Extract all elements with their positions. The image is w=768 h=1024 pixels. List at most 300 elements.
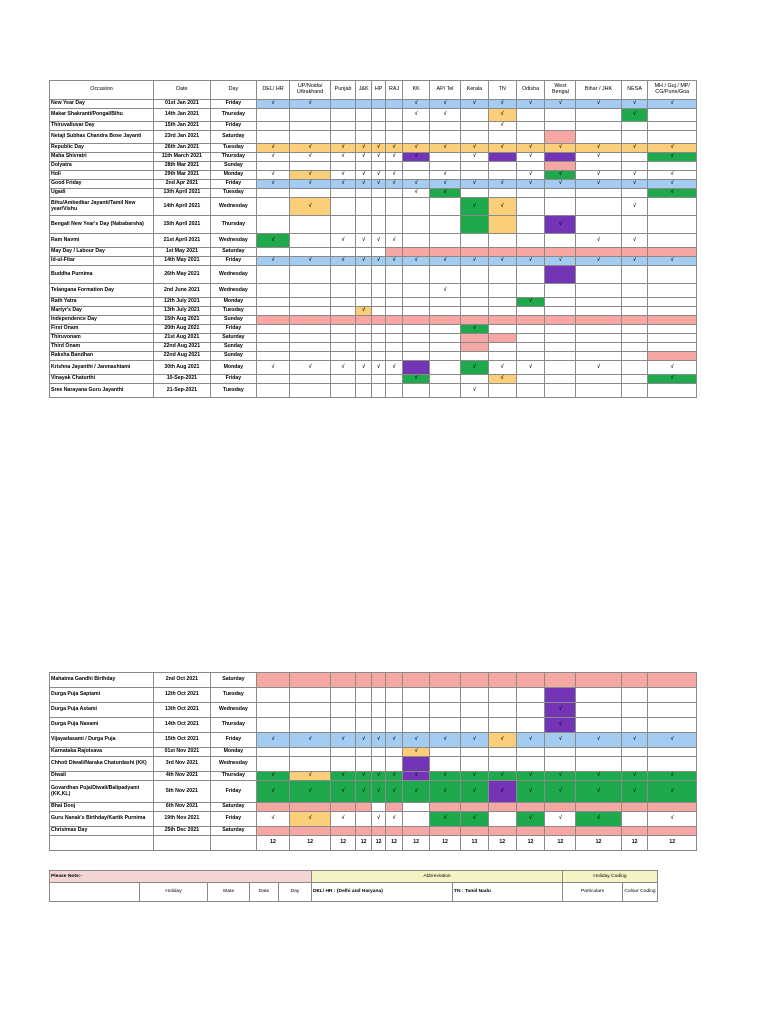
state-cell: √	[648, 812, 697, 827]
state-cell	[257, 284, 290, 298]
day-cell: Friday	[210, 325, 256, 334]
state-cell	[545, 827, 576, 836]
state-cell	[460, 248, 488, 257]
state-cell	[257, 216, 290, 234]
state-cell	[355, 131, 371, 144]
state-cell	[403, 198, 430, 216]
state-cell: √	[290, 772, 331, 781]
state-cell: √	[331, 234, 356, 248]
state-cell	[403, 703, 430, 718]
state-cell	[290, 122, 331, 131]
state-cell: √	[290, 171, 331, 180]
state-cell: √	[403, 109, 430, 122]
state-cell	[460, 352, 488, 361]
state-cell: √	[460, 100, 488, 109]
total-count: 12	[290, 836, 331, 851]
occasion-cell: May Day / Labour Day	[50, 248, 154, 257]
date-cell: 26th May 2021	[154, 266, 211, 284]
day-cell: Wednesday	[210, 284, 256, 298]
day-cell: Friday	[210, 781, 256, 803]
table-row	[50, 757, 697, 772]
state-cell	[403, 171, 430, 180]
state-cell	[516, 109, 545, 122]
state-cell	[372, 109, 385, 122]
table-row	[50, 334, 697, 343]
state-cell: √	[372, 781, 385, 803]
holiday-table-body-2	[50, 673, 697, 851]
state-cell	[430, 316, 461, 325]
totals-row	[50, 836, 697, 851]
state-cell	[488, 352, 516, 361]
state-cell	[430, 748, 461, 757]
date-cell: 14th May 2021	[154, 257, 211, 266]
state-cell: √	[331, 180, 356, 189]
day-cell: Friday	[210, 100, 256, 109]
state-cell	[488, 316, 516, 325]
state-cell	[648, 316, 697, 325]
state-cell	[331, 352, 356, 361]
notes-col-header: State	[208, 883, 250, 902]
state-cell: √	[488, 122, 516, 131]
total-count: 12	[576, 836, 621, 851]
state-cell	[545, 803, 576, 812]
state-cell	[355, 803, 371, 812]
state-cell	[372, 384, 385, 398]
state-cell	[460, 748, 488, 757]
state-cell: √	[460, 772, 488, 781]
state-cell	[385, 343, 403, 352]
date-cell: 10-Sep-2021	[154, 375, 211, 384]
state-cell: √	[372, 171, 385, 180]
state-cell: √	[372, 772, 385, 781]
state-cell: √	[621, 144, 648, 153]
table-row	[50, 361, 697, 375]
state-cell	[385, 189, 403, 198]
state-cell: √	[385, 171, 403, 180]
total-count: 12	[648, 836, 697, 851]
table-row	[50, 718, 697, 733]
state-cell: √	[488, 109, 516, 122]
state-cell: √	[403, 100, 430, 109]
table-row	[50, 153, 697, 162]
occasion-cell: Bhai Dooj	[50, 803, 154, 812]
date-cell: 14th Oct 2021	[154, 718, 211, 733]
day-cell: Saturday	[210, 673, 256, 688]
occasion-cell: Buddha Purnima	[50, 266, 154, 284]
state-cell: √	[545, 216, 576, 234]
state-cell: √	[621, 772, 648, 781]
occasion-cell: Ugadi	[50, 189, 154, 198]
occasion-cell: Krishna Jayanthi / Janmashtami	[50, 361, 154, 375]
occasion-cell: Independence Day	[50, 316, 154, 325]
state-cell	[331, 131, 356, 144]
state-cell	[430, 375, 461, 384]
occasion-cell: Third Onam	[50, 343, 154, 352]
state-cell: √	[372, 153, 385, 162]
state-cell: √	[621, 234, 648, 248]
table-row	[50, 216, 697, 234]
state-cell	[290, 189, 331, 198]
state-cell: √	[576, 144, 621, 153]
state-cell	[516, 688, 545, 703]
state-cell	[257, 827, 290, 836]
state-cell: √	[403, 733, 430, 748]
state-cell	[430, 153, 461, 162]
state-cell: √	[516, 812, 545, 827]
state-cell	[516, 325, 545, 334]
state-cell: √	[355, 361, 371, 375]
state-cell	[331, 748, 356, 757]
state-cell: √	[355, 781, 371, 803]
state-cell: √	[488, 781, 516, 803]
state-cell	[290, 131, 331, 144]
state-cell: √	[430, 733, 461, 748]
state-cell	[430, 298, 461, 307]
state-cell	[648, 384, 697, 398]
state-cell: √	[516, 733, 545, 748]
state-cell: √	[331, 144, 356, 153]
date-cell: 22nd Aug 2021	[154, 352, 211, 361]
table-row	[50, 748, 697, 757]
occasion-cell: Durga Puja Navami	[50, 718, 154, 733]
state-cell	[430, 361, 461, 375]
state-cell	[430, 343, 461, 352]
column-header: AP/ Tel	[430, 81, 461, 100]
state-cell	[576, 748, 621, 757]
state-cell	[331, 316, 356, 325]
table-row	[50, 234, 697, 248]
state-cell	[488, 162, 516, 171]
state-cell	[621, 189, 648, 198]
state-cell	[385, 803, 403, 812]
state-cell: √	[385, 733, 403, 748]
state-cell	[545, 298, 576, 307]
total-count: 13	[460, 836, 488, 851]
state-cell	[460, 189, 488, 198]
state-cell	[290, 109, 331, 122]
table-row	[50, 284, 697, 298]
occasion-cell: Christmas Day	[50, 827, 154, 836]
state-cell: √	[648, 180, 697, 189]
state-cell	[290, 216, 331, 234]
state-cell	[621, 153, 648, 162]
state-cell	[516, 703, 545, 718]
state-cell	[430, 162, 461, 171]
table-row	[50, 162, 697, 171]
state-cell	[257, 131, 290, 144]
state-cell	[403, 122, 430, 131]
state-cell	[355, 703, 371, 718]
state-cell	[385, 109, 403, 122]
table-row	[50, 298, 697, 307]
state-cell	[488, 673, 516, 688]
state-cell	[621, 688, 648, 703]
state-cell	[648, 703, 697, 718]
day-cell: Tuesday	[210, 189, 256, 198]
state-cell	[290, 248, 331, 257]
state-cell: √	[430, 180, 461, 189]
particulars-header: Particulars	[563, 883, 623, 902]
occasion-cell: Durga Puja Saptami	[50, 688, 154, 703]
holiday-table-body	[50, 100, 697, 398]
day-cell: Tuesday	[210, 384, 256, 398]
state-cell: √	[430, 109, 461, 122]
state-cell	[460, 334, 488, 343]
state-cell	[331, 757, 356, 772]
state-cell: √	[460, 180, 488, 189]
column-header: West Bengal	[545, 81, 576, 100]
state-cell	[648, 234, 697, 248]
state-cell	[355, 298, 371, 307]
state-cell: √	[385, 772, 403, 781]
state-cell	[576, 375, 621, 384]
column-header: UP/Noida/ Uttrakhand	[290, 81, 331, 100]
state-cell	[331, 248, 356, 257]
state-cell: √	[460, 812, 488, 827]
date-cell: 3rd Nov 2021	[154, 757, 211, 772]
state-cell	[403, 316, 430, 325]
date-cell: 6th Nov 2021	[154, 803, 211, 812]
total-count: 12	[372, 836, 385, 851]
state-cell	[355, 334, 371, 343]
state-cell	[621, 131, 648, 144]
state-cell	[290, 352, 331, 361]
state-cell: √	[516, 171, 545, 180]
state-cell	[290, 284, 331, 298]
state-cell	[257, 757, 290, 772]
state-cell: √	[430, 257, 461, 266]
state-cell	[331, 688, 356, 703]
state-cell	[648, 757, 697, 772]
state-cell: √	[372, 234, 385, 248]
state-cell	[545, 122, 576, 131]
state-cell: √	[385, 812, 403, 827]
state-cell	[545, 131, 576, 144]
day-cell: Friday	[210, 733, 256, 748]
state-cell	[460, 131, 488, 144]
state-cell: √	[621, 781, 648, 803]
state-cell	[355, 384, 371, 398]
state-cell	[488, 307, 516, 316]
day-cell: Friday	[210, 180, 256, 189]
occasion-cell: Mahatma Gandhi Birthday	[50, 673, 154, 688]
column-header: HP	[372, 81, 385, 100]
state-cell	[257, 375, 290, 384]
state-cell	[488, 266, 516, 284]
state-cell	[516, 162, 545, 171]
state-cell: √	[372, 361, 385, 375]
occasion-cell: Thiruvalluvar Day	[50, 122, 154, 131]
state-cell: √	[403, 781, 430, 803]
state-cell	[621, 352, 648, 361]
state-cell: √	[488, 198, 516, 216]
state-cell	[516, 234, 545, 248]
state-cell	[576, 352, 621, 361]
state-cell	[488, 384, 516, 398]
date-cell: 19th Nov 2021	[154, 812, 211, 827]
table-row	[50, 325, 697, 334]
table-row	[50, 384, 697, 398]
state-cell	[355, 189, 371, 198]
state-cell: √	[385, 144, 403, 153]
state-cell	[372, 266, 385, 284]
occasion-cell: Maha Shivratri	[50, 153, 154, 162]
occasion-cell: Martyr's Day	[50, 307, 154, 316]
state-cell	[488, 248, 516, 257]
state-cell	[290, 334, 331, 343]
date-cell: 21-Sep-2021	[154, 384, 211, 398]
state-cell: √	[488, 772, 516, 781]
state-cell	[460, 688, 488, 703]
state-cell: √	[290, 361, 331, 375]
state-cell: √	[372, 733, 385, 748]
abbr-right: TN : Tamil Nadu	[453, 883, 563, 902]
state-cell	[648, 325, 697, 334]
state-cell	[372, 688, 385, 703]
state-cell	[355, 284, 371, 298]
state-cell	[331, 100, 356, 109]
state-cell: √	[648, 144, 697, 153]
day-cell: Wednesday	[210, 266, 256, 284]
date-cell: 29th Mar 2021	[154, 171, 211, 180]
state-cell: √	[430, 171, 461, 180]
day-cell: Monday	[210, 748, 256, 757]
state-cell	[430, 384, 461, 398]
date-cell: 14th April 2021	[154, 198, 211, 216]
table-row	[50, 171, 697, 180]
state-cell	[372, 803, 385, 812]
state-cell	[385, 718, 403, 733]
state-cell	[516, 284, 545, 298]
state-cell: √	[545, 703, 576, 718]
state-cell	[331, 162, 356, 171]
state-cell	[403, 307, 430, 316]
state-cell	[576, 325, 621, 334]
abbr-left: DEL/ HR : (Delhi and Haryana)	[312, 883, 453, 902]
state-cell	[516, 748, 545, 757]
state-cell: √	[488, 733, 516, 748]
state-cell	[545, 198, 576, 216]
state-cell: √	[648, 772, 697, 781]
state-cell	[460, 343, 488, 352]
state-cell: √	[648, 375, 697, 384]
date-cell: 01st Nov 2021	[154, 748, 211, 757]
state-cell	[648, 198, 697, 216]
state-cell	[621, 757, 648, 772]
state-cell: √	[648, 100, 697, 109]
state-cell	[545, 248, 576, 257]
column-header: KK	[403, 81, 430, 100]
state-cell	[430, 307, 461, 316]
state-cell	[290, 375, 331, 384]
state-cell	[403, 827, 430, 836]
state-cell: √	[372, 180, 385, 189]
state-cell	[372, 189, 385, 198]
table-row	[50, 266, 697, 284]
occasion-cell: New Year Day	[50, 100, 154, 109]
state-cell: √	[403, 144, 430, 153]
state-cell	[576, 688, 621, 703]
state-cell	[576, 827, 621, 836]
table-row	[50, 772, 697, 781]
state-cell	[290, 343, 331, 352]
state-cell	[331, 673, 356, 688]
occasion-cell: Telangana Formation Day	[50, 284, 154, 298]
state-cell: √	[403, 375, 430, 384]
state-cell	[257, 189, 290, 198]
column-header: MH / Guj / MP/ CG/Pune/Goa	[648, 81, 697, 100]
state-cell	[385, 248, 403, 257]
state-cell	[576, 109, 621, 122]
date-cell: 2nd Apr 2021	[154, 180, 211, 189]
table-row	[50, 375, 697, 384]
day-cell: Sunday	[210, 343, 256, 352]
state-cell	[372, 162, 385, 171]
state-cell	[516, 384, 545, 398]
state-cell	[355, 325, 371, 334]
state-cell	[257, 334, 290, 343]
state-cell	[385, 216, 403, 234]
state-cell	[460, 298, 488, 307]
state-cell: √	[385, 180, 403, 189]
state-cell	[257, 325, 290, 334]
state-cell	[621, 361, 648, 375]
state-cell	[331, 298, 356, 307]
state-cell	[621, 122, 648, 131]
state-cell	[385, 162, 403, 171]
state-cell: √	[355, 772, 371, 781]
state-cell	[621, 284, 648, 298]
column-header: Punjab	[331, 81, 356, 100]
state-cell	[488, 812, 516, 827]
state-cell	[403, 284, 430, 298]
state-cell: √	[403, 189, 430, 198]
state-cell	[355, 757, 371, 772]
table-row	[50, 703, 697, 718]
state-cell: √	[545, 100, 576, 109]
state-cell	[355, 266, 371, 284]
day-cell: Friday	[210, 375, 256, 384]
totals-blank	[154, 836, 211, 851]
state-cell: √	[385, 781, 403, 803]
table-row	[50, 257, 697, 266]
day-cell: Monday	[210, 361, 256, 375]
state-cell	[545, 334, 576, 343]
state-cell: √	[621, 100, 648, 109]
date-cell: 15th April 2021	[154, 216, 211, 234]
state-cell	[257, 198, 290, 216]
occasion-cell: Diwali	[50, 772, 154, 781]
date-cell: 25th Dec 2021	[154, 827, 211, 836]
state-cell	[355, 122, 371, 131]
state-cell	[403, 812, 430, 827]
state-cell	[290, 162, 331, 171]
state-cell	[545, 162, 576, 171]
table-row	[50, 673, 697, 688]
table-row	[50, 688, 697, 703]
state-cell	[257, 703, 290, 718]
please-note: Please Note:-	[50, 871, 312, 883]
state-cell	[385, 375, 403, 384]
state-cell	[545, 352, 576, 361]
state-cell: √	[460, 144, 488, 153]
state-cell	[403, 266, 430, 284]
occasion-cell: Ram Navmi	[50, 234, 154, 248]
state-cell: √	[545, 144, 576, 153]
state-cell	[516, 827, 545, 836]
state-cell: √	[621, 198, 648, 216]
state-cell: √	[460, 361, 488, 375]
